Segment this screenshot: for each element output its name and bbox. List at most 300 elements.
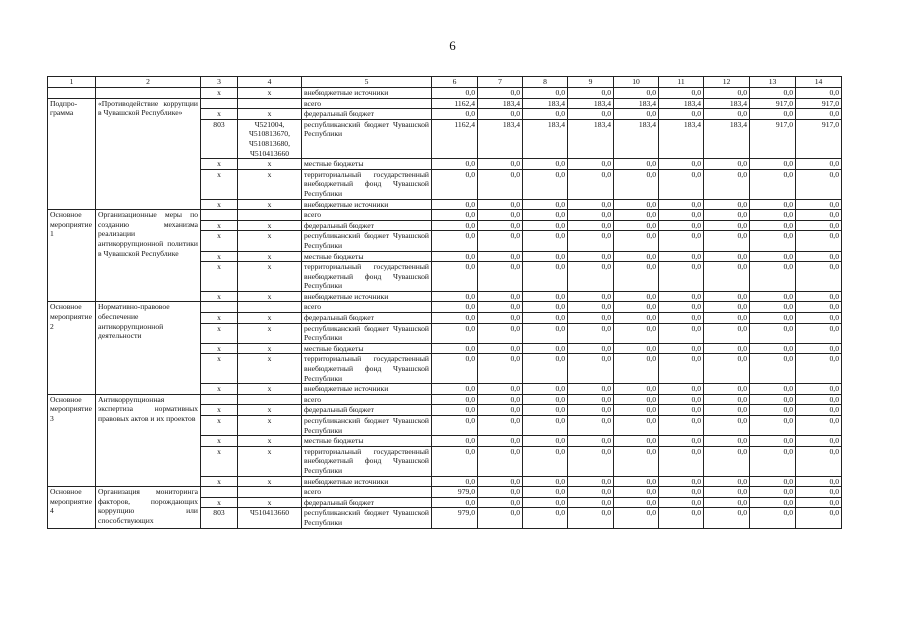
amount-cell: 183,4 [478,98,523,109]
grbs-code-cell: x [201,405,238,416]
amount-cell: 0,0 [614,323,659,343]
amount-cell: 0,0 [568,262,614,292]
amount-cell: 0,0 [568,109,614,120]
amount-cell: 0,0 [568,405,614,416]
amount-cell: 0,0 [432,262,478,292]
amount-cell: 0,0 [478,220,523,231]
amount-cell: 0,0 [568,446,614,476]
amount-cell: 0,0 [796,210,842,221]
amount-cell: 0,0 [614,169,659,199]
amount-cell: 0,0 [614,313,659,324]
amount-cell: 0,0 [614,508,659,528]
amount-cell: 0,0 [659,384,704,395]
grbs-code-cell: x [201,446,238,476]
budget-code-cell: x [238,476,302,487]
program-name-cell: «Противодействие коррупции в Чувашской Республике» [96,98,201,210]
budget-code-cell [238,210,302,221]
amount-cell: 0,0 [750,446,796,476]
amount-cell: 0,0 [432,476,478,487]
amount-cell: 0,0 [523,487,568,498]
amount-cell: 0,0 [614,476,659,487]
amount-cell: 0,0 [523,159,568,170]
amount-cell: 0,0 [704,302,750,313]
funding-source-cell: внебюджетные источники [302,476,432,487]
grbs-code-cell: x [201,220,238,231]
budget-code-cell: x [238,405,302,416]
table-row [48,487,842,498]
amount-cell: 0,0 [750,436,796,447]
amount-cell: 0,0 [704,210,750,221]
amount-cell: 0,0 [614,199,659,210]
amount-cell: 0,0 [659,436,704,447]
page-number: 6 [449,38,456,53]
amount-cell: 0,0 [614,343,659,354]
funding-source-cell: всего [302,394,432,405]
amount-cell: 0,0 [523,354,568,384]
amount-cell: 0,0 [659,220,704,231]
amount-cell: 0,0 [478,497,523,508]
amount-cell: 0,0 [478,436,523,447]
amount-cell: 0,0 [659,323,704,343]
grbs-code-cell: x [201,159,238,170]
grbs-code-cell: x [201,109,238,120]
budget-code-cell [238,302,302,313]
amount-cell: 0,0 [796,323,842,343]
amount-cell: 0,0 [659,394,704,405]
amount-cell: 0,0 [750,394,796,405]
amount-cell: 0,0 [568,313,614,324]
amount-cell: 0,0 [614,446,659,476]
program-name-cell: Антикоррупционная экспертиза нормативных правовых актов и их проектов [96,394,201,486]
table-row [48,210,842,221]
amount-cell: 1162,4 [432,119,478,158]
amount-cell: 0,0 [659,343,704,354]
amount-cell: 0,0 [750,210,796,221]
amount-cell: 0,0 [750,343,796,354]
amount-cell: 979,0 [432,508,478,528]
grbs-code-cell: 803 [201,508,238,528]
amount-cell: 0,0 [523,394,568,405]
amount-cell: 0,0 [796,436,842,447]
amount-cell: 0,0 [750,291,796,302]
amount-cell: 0,0 [750,302,796,313]
budget-code-cell: x [238,384,302,395]
program-type-cell: Основное мероприятие 2 [48,302,96,394]
amount-cell: 0,0 [659,354,704,384]
amount-cell: 0,0 [432,220,478,231]
amount-cell: 0,0 [568,394,614,405]
amount-cell: 0,0 [568,231,614,251]
amount-cell: 0,0 [750,497,796,508]
amount-cell: 0,0 [659,109,704,120]
amount-cell: 0,0 [704,508,750,528]
budget-code-cell: x [238,199,302,210]
amount-cell: 0,0 [523,446,568,476]
amount-cell: 0,0 [750,323,796,343]
amount-cell: 0,0 [796,487,842,498]
funding-source-cell: внебюджетные источники [302,291,432,302]
program-type-cell: Основное мероприятие 4 [48,487,96,528]
amount-cell: 0,0 [704,476,750,487]
amount-cell: 0,0 [478,416,523,436]
budget-code-cell: x [238,88,302,99]
amount-cell: 0,0 [704,497,750,508]
col-header: 9 [568,77,614,88]
amount-cell: 0,0 [432,405,478,416]
amount-cell: 0,0 [432,343,478,354]
amount-cell: 0,0 [796,508,842,528]
amount-cell: 183,4 [659,119,704,158]
amount-cell: 0,0 [614,302,659,313]
amount-cell: 0,0 [796,446,842,476]
col-header: 5 [302,77,432,88]
budget-code-cell [238,98,302,109]
amount-cell: 0,0 [523,508,568,528]
amount-cell: 0,0 [523,416,568,436]
amount-cell: 0,0 [750,199,796,210]
funding-source-cell: местные бюджеты [302,159,432,170]
funding-source-cell: местные бюджеты [302,436,432,447]
amount-cell: 0,0 [796,384,842,395]
grbs-code-cell: x [201,497,238,508]
amount-cell: 0,0 [432,109,478,120]
amount-cell: 0,0 [568,476,614,487]
amount-cell: 0,0 [750,159,796,170]
amount-cell: 0,0 [704,199,750,210]
amount-cell: 0,0 [796,476,842,487]
amount-cell: 0,0 [432,88,478,99]
amount-cell: 0,0 [750,487,796,498]
amount-cell: 0,0 [796,109,842,120]
amount-cell: 0,0 [614,436,659,447]
funding-source-cell: территориальный государственный внебюджетный фонд Чувашской Республики [302,262,432,292]
budget-code-cell: x [238,416,302,436]
col-header: 12 [704,77,750,88]
amount-cell: 0,0 [796,405,842,416]
amount-cell: 0,0 [796,262,842,292]
amount-cell: 0,0 [796,88,842,99]
amount-cell: 0,0 [523,262,568,292]
amount-cell: 0,0 [750,384,796,395]
amount-cell: 0,0 [704,109,750,120]
funding-source-cell: всего [302,98,432,109]
amount-cell: 183,4 [614,98,659,109]
grbs-code-cell: x [201,323,238,343]
amount-cell: 0,0 [478,354,523,384]
amount-cell: 0,0 [659,487,704,498]
amount-cell: 0,0 [796,354,842,384]
grbs-code-cell: 803 [201,119,238,158]
grbs-code-cell: x [201,436,238,447]
budget-code-cell: Ч510413660 [238,508,302,528]
amount-cell: 0,0 [568,159,614,170]
amount-cell: 0,0 [478,291,523,302]
funding-source-cell: местные бюджеты [302,251,432,262]
amount-cell: 0,0 [523,210,568,221]
col-header: 6 [432,77,478,88]
amount-cell: 0,0 [750,313,796,324]
amount-cell: 0,0 [523,497,568,508]
amount-cell: 917,0 [750,119,796,158]
amount-cell: 0,0 [704,446,750,476]
amount-cell: 0,0 [568,508,614,528]
grbs-code-cell [201,210,238,221]
grbs-code-cell: x [201,262,238,292]
amount-cell: 0,0 [432,231,478,251]
grbs-code-cell: x [201,88,238,99]
amount-cell: 0,0 [568,199,614,210]
amount-cell: 0,0 [478,231,523,251]
funding-source-cell: федеральный бюджет [302,497,432,508]
amount-cell: 0,0 [659,251,704,262]
grbs-code-cell: x [201,416,238,436]
amount-cell: 0,0 [432,323,478,343]
amount-cell: 0,0 [659,231,704,251]
grbs-code-cell: x [201,169,238,199]
budget-code-cell: x [238,497,302,508]
amount-cell: 183,4 [704,119,750,158]
budget-code-cell: x [238,251,302,262]
amount-cell: 0,0 [478,343,523,354]
amount-cell: 0,0 [614,384,659,395]
amount-cell: 0,0 [432,446,478,476]
amount-cell: 0,0 [614,497,659,508]
amount-cell: 0,0 [704,405,750,416]
amount-cell: 0,0 [478,384,523,395]
budget-code-cell: x [238,220,302,231]
amount-cell: 0,0 [704,323,750,343]
budget-code-cell: x [238,109,302,120]
amount-cell: 0,0 [659,291,704,302]
amount-cell: 0,0 [614,210,659,221]
amount-cell: 0,0 [704,231,750,251]
amount-cell: 183,4 [478,119,523,158]
amount-cell: 0,0 [432,159,478,170]
amount-cell: 0,0 [750,405,796,416]
amount-cell: 0,0 [478,405,523,416]
amount-cell: 0,0 [796,416,842,436]
budget-code-cell: x [238,231,302,251]
amount-cell: 0,0 [750,354,796,384]
amount-cell: 0,0 [432,436,478,447]
budget-code-cell: x [238,354,302,384]
col-header: 2 [96,77,201,88]
funding-source-cell: федеральный бюджет [302,220,432,231]
amount-cell: 0,0 [659,159,704,170]
funding-source-cell: республиканский бюджет Чувашской Республики [302,119,432,158]
amount-cell: 0,0 [478,88,523,99]
amount-cell: 0,0 [659,88,704,99]
amount-cell: 0,0 [432,384,478,395]
amount-cell: 0,0 [796,169,842,199]
amount-cell: 0,0 [796,199,842,210]
amount-cell: 0,0 [614,109,659,120]
amount-cell: 0,0 [750,220,796,231]
amount-cell: 0,0 [568,210,614,221]
amount-cell: 0,0 [614,354,659,384]
program-name-cell: Организационные меры по созданию механизма реализации антикоррупционной политики в Чувашской Республике [96,210,201,302]
amount-cell: 183,4 [523,98,568,109]
funding-source-cell: федеральный бюджет [302,313,432,324]
amount-cell: 183,4 [568,119,614,158]
amount-cell: 0,0 [523,220,568,231]
amount-cell: 0,0 [704,436,750,447]
program-type-cell: Подпро-грамма [48,98,96,210]
budget-code-cell [238,487,302,498]
grbs-code-cell: x [201,199,238,210]
amount-cell: 0,0 [659,508,704,528]
amount-cell: 0,0 [614,487,659,498]
amount-cell: 0,0 [659,313,704,324]
amount-cell: 0,0 [432,416,478,436]
amount-cell: 0,0 [523,313,568,324]
amount-cell: 0,0 [568,384,614,395]
amount-cell: 0,0 [659,446,704,476]
budget-code-cell: x [238,446,302,476]
amount-cell: 0,0 [750,88,796,99]
amount-cell: 0,0 [796,313,842,324]
amount-cell: 0,0 [568,436,614,447]
amount-cell: 0,0 [659,199,704,210]
amount-cell: 0,0 [750,508,796,528]
amount-cell: 183,4 [704,98,750,109]
amount-cell: 0,0 [750,169,796,199]
funding-source-cell: территориальный государственный внебюджетный фонд Чувашской Республики [302,169,432,199]
funding-source-cell: всего [302,302,432,313]
header-row [48,77,842,88]
amount-cell: 0,0 [614,405,659,416]
amount-cell: 0,0 [659,262,704,292]
amount-cell: 0,0 [432,251,478,262]
col-header: 7 [478,77,523,88]
amount-cell: 0,0 [704,313,750,324]
amount-cell: 979,0 [432,487,478,498]
budget-table [47,76,842,529]
amount-cell: 0,0 [659,302,704,313]
amount-cell: 0,0 [614,159,659,170]
amount-cell: 0,0 [478,394,523,405]
amount-cell: 0,0 [750,476,796,487]
amount-cell: 0,0 [478,169,523,199]
amount-cell: 0,0 [568,354,614,384]
funding-source-cell: республиканский бюджет Чувашской Республики [302,323,432,343]
funding-source-cell: федеральный бюджет [302,405,432,416]
amount-cell: 0,0 [704,88,750,99]
amount-cell: 917,0 [796,98,842,109]
amount-cell: 0,0 [796,251,842,262]
amount-cell: 0,0 [478,159,523,170]
budget-code-cell: x [238,169,302,199]
grbs-code-cell [201,98,238,109]
amount-cell: 0,0 [478,109,523,120]
amount-cell: 0,0 [478,476,523,487]
grbs-code-cell: x [201,384,238,395]
amount-cell: 0,0 [523,323,568,343]
amount-cell: 0,0 [568,487,614,498]
amount-cell: 0,0 [614,262,659,292]
amount-cell: 0,0 [523,231,568,251]
amount-cell: 0,0 [478,446,523,476]
col-header: 13 [750,77,796,88]
table-row [48,88,842,99]
amount-cell: 917,0 [750,98,796,109]
grbs-code-cell: x [201,354,238,384]
grbs-code-cell: x [201,231,238,251]
amount-cell: 0,0 [614,231,659,251]
amount-cell: 0,0 [523,88,568,99]
amount-cell: 0,0 [796,291,842,302]
funding-source-cell: территориальный государственный внебюджетный фонд Чувашской Республики [302,354,432,384]
amount-cell: 0,0 [614,416,659,436]
funding-source-cell: местные бюджеты [302,343,432,354]
col-header: 3 [201,77,238,88]
col-header: 1 [48,77,96,88]
grbs-code-cell: x [201,476,238,487]
amount-cell: 0,0 [750,231,796,251]
amount-cell: 0,0 [478,262,523,292]
budget-code-cell: x [238,291,302,302]
amount-cell: 0,0 [704,169,750,199]
amount-cell: 0,0 [568,169,614,199]
amount-cell: 0,0 [750,262,796,292]
amount-cell: 0,0 [750,251,796,262]
amount-cell: 0,0 [568,88,614,99]
amount-cell: 0,0 [796,220,842,231]
table-row [48,98,842,109]
col-header: 14 [796,77,842,88]
amount-cell: 0,0 [568,343,614,354]
amount-cell: 0,0 [614,220,659,231]
funding-source-cell: внебюджетные источники [302,384,432,395]
amount-cell: 917,0 [796,119,842,158]
col-header: 10 [614,77,659,88]
amount-cell: 0,0 [704,416,750,436]
amount-cell: 0,0 [432,199,478,210]
funding-source-cell: республиканский бюджет Чувашской Республики [302,231,432,251]
amount-cell: 1162,4 [432,98,478,109]
amount-cell: 0,0 [704,251,750,262]
amount-cell: 0,0 [659,210,704,221]
amount-cell: 0,0 [704,220,750,231]
budget-code-cell: x [238,323,302,343]
funding-source-cell: территориальный государственный внебюджетный фонд Чувашской Республики [302,446,432,476]
amount-cell: 0,0 [478,487,523,498]
col-header: 11 [659,77,704,88]
grbs-code-cell: x [201,291,238,302]
program-type-cell: Основное мероприятие 1 [48,210,96,302]
budget-code-cell: x [238,436,302,447]
amount-cell: 0,0 [796,343,842,354]
budget-code-cell: x [238,159,302,170]
amount-cell: 0,0 [704,262,750,292]
funding-source-cell: всего [302,487,432,498]
grbs-code-cell: x [201,313,238,324]
program-name-cell [96,88,201,99]
amount-cell: 0,0 [478,199,523,210]
program-name-cell: Организация мониторинга факторов, порождающих коррупцию или способствующих [96,487,201,528]
amount-cell: 0,0 [796,497,842,508]
amount-cell: 183,4 [659,98,704,109]
col-header: 4 [238,77,302,88]
amount-cell: 0,0 [659,416,704,436]
amount-cell: 0,0 [750,109,796,120]
amount-cell: 0,0 [523,199,568,210]
amount-cell: 0,0 [523,251,568,262]
grbs-code-cell [201,394,238,405]
amount-cell: 0,0 [432,302,478,313]
amount-cell: 0,0 [568,497,614,508]
amount-cell: 0,0 [432,497,478,508]
